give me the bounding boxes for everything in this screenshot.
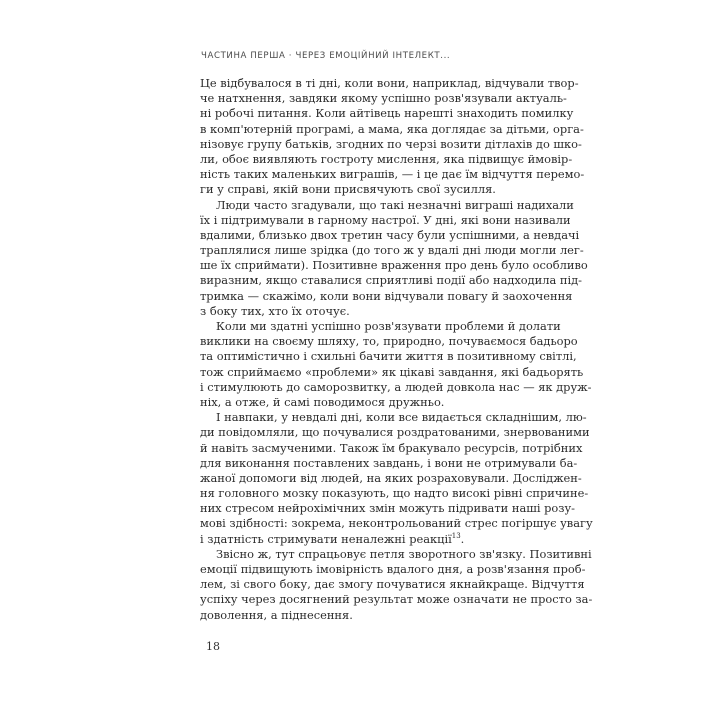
- text-line: [200, 501, 576, 516]
- text-line-content: в комп'ютерній програмі, а мама, яка доглядає за дітьми, орга-: [200, 121, 584, 136]
- footnote-marker: 13: [451, 531, 461, 540]
- text-line: [200, 486, 589, 501]
- text-line: [200, 197, 574, 213]
- text-line: [200, 227, 580, 243]
- text-line-content: виклики на своєму шляху, то, природно, почуваємося бадьоро: [200, 334, 578, 349]
- text-line: [200, 167, 585, 182]
- text-line-content: ні робочі питання. Коли айтівець нарешті знаходить помилку: [200, 106, 574, 121]
- text-line-content: лем, зі свого боку, дає змогу почуватися якнайкраще. Відчуття: [200, 577, 585, 592]
- text-line-content: ди повідомляли, що почувалися роздратованими, знервованими: [200, 425, 590, 440]
- text-line: [200, 273, 583, 288]
- text-line: [200, 76, 579, 91]
- text-line-content: для виконання поставлених завдань, і вони не отримували ба-: [200, 455, 578, 470]
- text-line: [200, 562, 586, 577]
- text-line: [200, 440, 583, 456]
- text-line-content: Коли ми здатні успішно розв'язувати проблеми й долати: [216, 319, 561, 333]
- text-line: [200, 121, 584, 137]
- text-line: [200, 182, 554, 197]
- text-line: [200, 516, 593, 531]
- text-line: [200, 425, 590, 440]
- text-line-content: успіху через досягнений результат може означати не просто за-: [200, 592, 593, 607]
- text-line-content: ність таких маленьких виграшів, — і це дає їм відчуття перемо-: [200, 167, 585, 182]
- text-line-content: жаної допомоги від людей, на яких розраховували. Досліджен-: [200, 470, 582, 485]
- text-line: [200, 319, 561, 334]
- text-line: [200, 258, 588, 273]
- text-line-content: І навпаки, у невдалі дні, коли все видається складнішим, лю-: [216, 410, 587, 425]
- paragraph: [200, 546, 593, 623]
- text-line-content: ли, обоє виявляють гостроту мислення, яка підвищує ймовір-: [200, 151, 573, 166]
- text-line-content: і здатність стримувати неналежні реакції: [200, 531, 452, 546]
- text-line: [200, 136, 582, 152]
- text-line-content: нізовує групу батьків, згодних по черзі возити дітлахів до шко-: [200, 136, 582, 151]
- text-line: [200, 151, 573, 167]
- text-line: [200, 334, 578, 349]
- text-line-content: емоції підвищують імовірність вдалого дня, а розв'язання проб-: [200, 562, 586, 576]
- text-line-content: ги у справі, якій вони присвячують свої зусилля.: [200, 182, 496, 197]
- text-line-content: тримка — скажімо, коли вони відчували повагу й заохочення: [200, 288, 573, 303]
- text-line-content: ше їх сприймати). Позитивне враження про день було особливо: [200, 258, 588, 273]
- text-line-content: мові здібності: зокрема, неконтрольований стрес погіршує увагу: [200, 516, 593, 531]
- text-line: [200, 395, 554, 410]
- text-line: [200, 592, 593, 607]
- text-line-content: Це відбувалося в ті дні, коли вони, наприклад, відчували твор-: [200, 76, 579, 90]
- text-line-content: виразним, якщо ставалися сприятливі події або надходила під-: [200, 273, 583, 288]
- text-line: [200, 577, 585, 592]
- text-line: [200, 410, 587, 425]
- text-line-content: ніх, а отже, й самі поводимося дружньо.: [200, 394, 445, 409]
- text-line-content: ня головного мозку показують, що надто високі рівні спричине-: [200, 486, 589, 501]
- text-line-content: з боку тих, хто їх оточує.: [200, 303, 350, 318]
- text-line: [200, 546, 592, 562]
- text-line-content: траплялися лише зрідка (до того ж у вдалі дні люди могли лег-: [200, 243, 584, 258]
- text-line: [200, 212, 571, 228]
- text-line: [200, 455, 578, 471]
- text-line-content: тож сприймаємо «проблеми» як цікаві завдання, які бадьорять: [200, 364, 584, 379]
- text-line: і здатність стримувати неналежні реакції$^{13}$.: [200, 531, 465, 546]
- paragraph: [200, 197, 588, 320]
- text-line: [200, 349, 577, 364]
- body-text: [200, 76, 593, 623]
- paragraph: [200, 410, 593, 547]
- paragraph: [200, 76, 585, 198]
- text-line: [200, 364, 584, 380]
- text-line: [200, 470, 582, 486]
- text-line-content: вдалими, близько двох третин часу були успішними, а невдачі: [200, 227, 580, 242]
- text-line-content: і стимулюють до саморозвитку, а людей довкола нас — як друж-: [200, 379, 592, 394]
- text-line: [200, 379, 592, 395]
- running-header: ЧАСТИНА ПЕРША · ЧЕРЕЗ ЕМОЦІЙНИЙ ІНТЕЛЕКТ...: [201, 51, 451, 61]
- text-line-content: Люди часто згадували, що такі незначні виграші надихали: [216, 197, 574, 212]
- text-line-content: й навіть засмученими. Також їм бракувало ресурсів, потрібних: [200, 440, 583, 455]
- text-line-content: них стресом нейрохімічних змін можуть підривати наші розу-: [200, 501, 576, 516]
- text-line-content: че натхнення, завдяки якому успішно розв'язували актуаль-: [200, 91, 567, 106]
- paragraph: [200, 319, 592, 410]
- text-line: [200, 91, 567, 106]
- text-line-content: доволення, а піднесення.: [200, 607, 353, 622]
- text-line: [200, 288, 573, 304]
- text-line: [200, 243, 584, 258]
- page-number: 18: [206, 640, 220, 653]
- text-line-content: їх і підтримували в гарному настрої. У дні, які вони називали: [200, 212, 571, 227]
- text-line-content: Звісно ж, тут спрацьовує петля зворотного зв'язку. Позитивні: [216, 546, 592, 561]
- text-line: [200, 304, 554, 319]
- text-line-content: та оптимістично і схильні бачити життя в позитивному світлі,: [200, 349, 577, 364]
- text-line: [200, 608, 554, 623]
- text-line: [200, 106, 574, 121]
